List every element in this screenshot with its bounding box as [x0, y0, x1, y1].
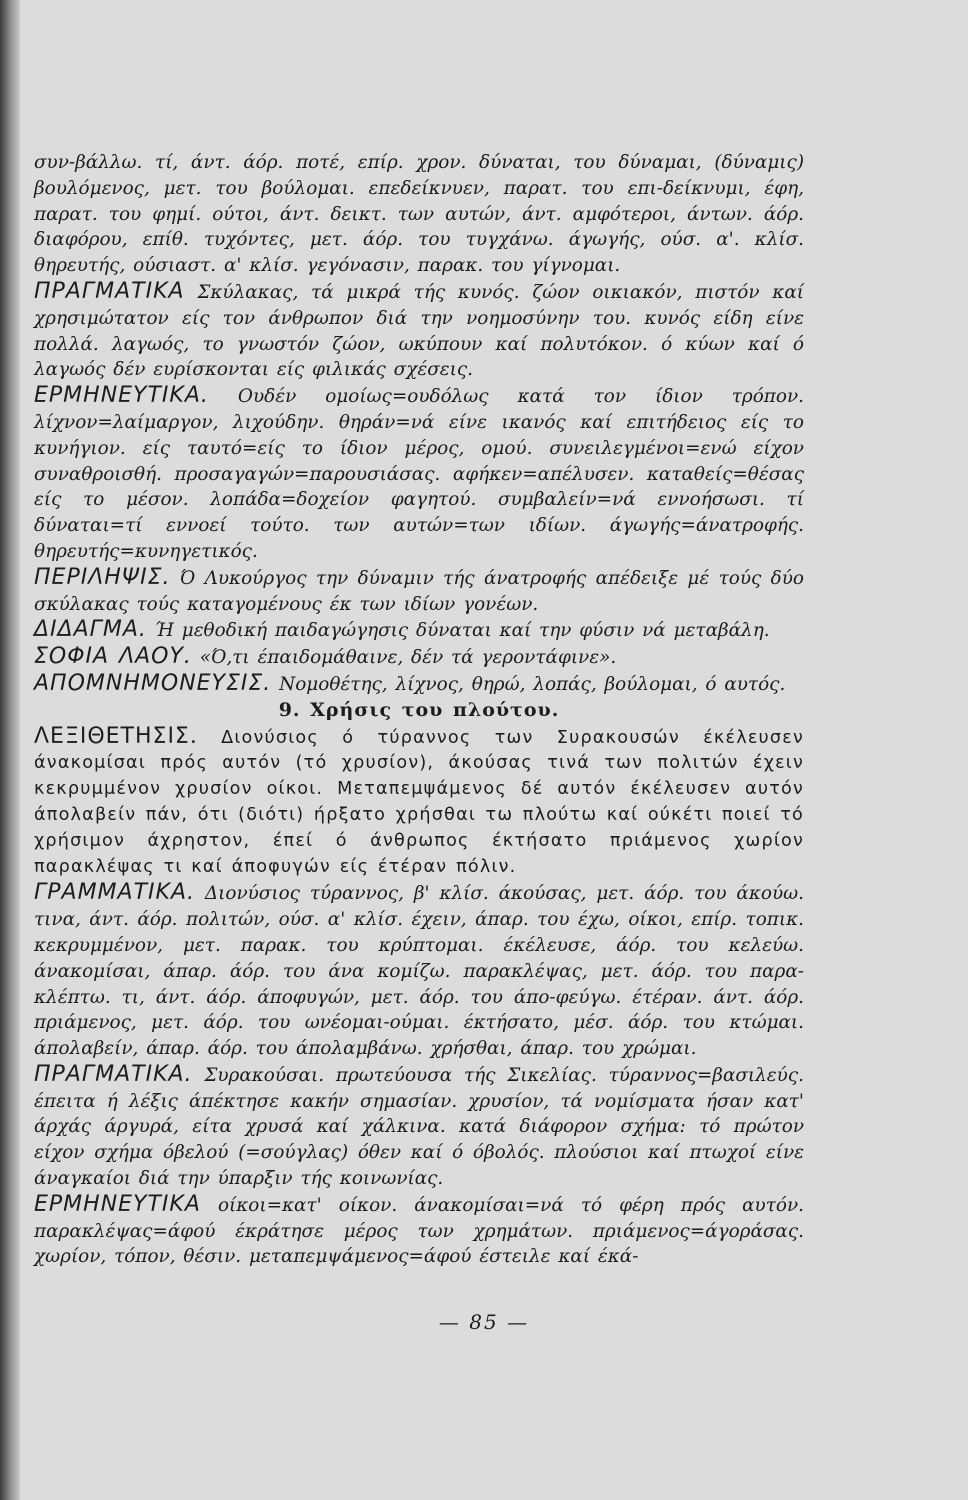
lexithetisis-heading: ΛΕΞΙΘΕΤΗΣΙΣ. [34, 723, 198, 749]
grammatika-text: Διονύσιος τύραννος, β' κλίσ. άκούσας, μετ. άόρ. του άκούω. τινα, άντ. άόρ. πολιτών, ούσ. α' κλίσ. έχειν, άπαρ. του έχω, οίκοι, επίρ. τοπικ. κεκρυμμένον, μετ. παρακ. του κρύπτομαι. έκέλευσε, άόρ. του κελεύω. άνακομίσαι, άπαρ. άόρ. του άνα κομίζω. παρακλέψας, μετ. άόρ. του παρα-κλέπτω. τι, άντ. άόρ. άποφυγών, μετ. άόρ. του άπο-φεύγω. έτέραν. άντ. άόρ. πριάμενος, μετ. άόρ. του ωνέομαι-ούμαι. έκτήσατο, μέσ. άόρ. του κτώμαι. άπολαβείν, άπαρ. άόρ. του άπολαμβάνω. χρήσθαι, άπαρ. του χρώμαι. [34, 883, 804, 1060]
ermineutika-text-2: οίκοι=κατ' οίκον. άνακομίσαι=νά τό φέρη πρός αυτόν. παρακλέψας=άφού έκράτησε μέρος των χρημάτων. πριάμενος=άγοράσας. χωρίον, τόπον, θέσιν. μεταπεμψάμενος=άφού έστειλε καί έκά- [34, 1194, 804, 1268]
perilipsis-heading: ΠΕΡΙΛΗΨΙΣ. [34, 564, 171, 590]
apomnimoneusis-paragraph [34, 671, 804, 698]
vocab-paragraph: συν-βάλλω. τί, άντ. άόρ. ποτέ, επίρ. χρον. δύναται, του δύναμαι, (δύναμις) βουλόμενος, μετ. του βούλομαι. επεδείκνυεν, παρατ. του επι-δείκνυμι, έφη, παρατ. του φημί. ούτοι, άντ. δεικτ. των αυτών, άντ. αμφότεροι, άντων. άόρ. διαφόρου, επίθ. τυχόντες, μετ. άόρ. του τυγχάνω. άγωγής, ούσ. α'. κλίσ. θηρευτής, ούσιαστ. α' κλίσ. γεγόνασιν, παρακ. του γίγνομαι. [34, 152, 804, 277]
apomnimoneusis-heading: ΑΠΟΜΝΗΜΟΝΕΥΣΙΣ. [34, 670, 272, 696]
pragmatika-text-1: Σκύλακας, τά μικρά τής κυνός. ζώον οικιακόν, πιστόν καί χρησιμώτατον είς τον άνθρωπον διά την νοημοσύνην του. κυνός είδη είνε πολλά. λαγωός, το γνωστόν ζώον, ωκύπουν καί πολυτόκον. ό κύων καί ό λαγωός δέν ευρίσκονται είς φιλικάς σχέσεις. [34, 281, 804, 381]
lexithetisis-text: Διονύσιος ό τύραννος των Συρακουσών έκέλευσεν άνακομίσαι πρός αυτόν (τό χρυσίον), άκούσας τινά των πολιτών έχειν κεκρυμμένον χρυσίον οίκοι. Μεταπεμψάμενος δέ αυτόν έκέλευσεν αυτόν άπολαβείν πάν, ότι (διότι) ήρξατο χρήσθαι τω πλούτω καί ούκέτι ποιεί τό χρήσιμον άχρηστον, έπεί ό άνθρωπος έκτήσατο πριάμενος χωρίον παρακλέψας τι καί άποφυγών είς έτέραν πόλιν. [34, 727, 804, 877]
apomnimoneusis-text: Νομοθέτης, λίχνος, θηρώ, λοπάς, βούλομαι, ό αυτός. [279, 673, 786, 695]
pragmatika-paragraph-1 [34, 279, 804, 383]
sofia-heading: ΣΟΦΙΑ ΛΑΟΥ. [34, 644, 192, 670]
pragmatika-heading-2: ΠΡΑΓΜΑΤΙΚΑ. [34, 1061, 193, 1087]
ermineutika-paragraph-2 [34, 1192, 804, 1270]
perilipsis-text: Ό Λυκούργος την δύναμιν τής άνατροφής απέδειξε μέ τούς δύο σκύλακας τούς καταγομένους έκ των ιδίων γονέων. [34, 567, 804, 615]
text-block [34, 150, 804, 1270]
lexithetisis-paragraph [34, 724, 804, 881]
section-title: 9. Χρήσις του πλούτου. [278, 698, 560, 721]
page-number: — 85 — [438, 1310, 530, 1334]
sofia-text: «Ό,τι έπαιδομάθαινε, δέν τά γεροντάφινε». [199, 647, 617, 669]
sofia-paragraph [34, 644, 804, 671]
scan-binding-edge [0, 0, 20, 1500]
didagma-heading: ΔΙΔΑΓΜΑ. [34, 617, 147, 643]
ermineutika-heading-1: ΕΡΜΗΝΕΥΤΙΚΑ. [34, 383, 209, 409]
grammatika-heading: ΓΡΑΜΜΑΤΙΚΑ. [34, 880, 195, 906]
ermineutika-heading-2: ΕΡΜΗΝΕΥΤΙΚΑ [34, 1191, 201, 1217]
pragmatika-text-2: Συρακούσαι. πρωτεύουσα τής Σικελίας. τύραννος=βασιλεύς. έπειτα ή λέξις άπέκτησε κακήν σημασίαν. χρυσίον, τά νομίσματα ήσαν κατ' άρχάς άργυρά, είτα χρυσά καί χάλκινα. κατά διάφορον σχήμα: τό πρώτον είχον σχήμα όβελού (=σούγλας) όθεν καί ό όβολός. πλούσιοι καί πτωχοί είνε άναγκαίοι διά την ύπαρξιν τής κοινωνίας. [34, 1064, 804, 1190]
perilipsis-paragraph [34, 565, 804, 618]
pragmatika-paragraph-2 [34, 1062, 804, 1192]
ermineutika-paragraph-1 [34, 383, 804, 565]
grammatika-paragraph [34, 880, 804, 1062]
didagma-paragraph [34, 617, 804, 644]
pragmatika-heading-1: ΠΡΑΓΜΑΤΙΚΑ [34, 278, 185, 304]
didagma-text: Ή μεθοδική παιδαγώγησις δύναται καί την φύσιν νά μεταβάλη. [154, 620, 770, 642]
ermineutika-text-1: Ουδέν ομοίως=ουδόλως κατά τον ίδιον τρόπον. λίχνον=λαίμαργον, λιχούδην. θηράν=νά είνε ικανός καί επιτήδειος είς το κυνήγιον. είς ταυτό=είς το ίδιον μέρος, ομού. συνειλεγμένοι=ενώ είχον συναθροισθή. προσαγαγών=παρουσιάσας. αφήκεν=απέλυσεν. καταθείς=θέσας είς το μέσον. λοπάδα=δοχείον φαγητού. συμβαλείν=νά εννοήσωσι. τί δύναται=τί εννοεί τούτο. των αυτών=των ιδίων. άγωγής=άνατροφής. θηρευτής=κυνηγετικός. [34, 386, 804, 562]
